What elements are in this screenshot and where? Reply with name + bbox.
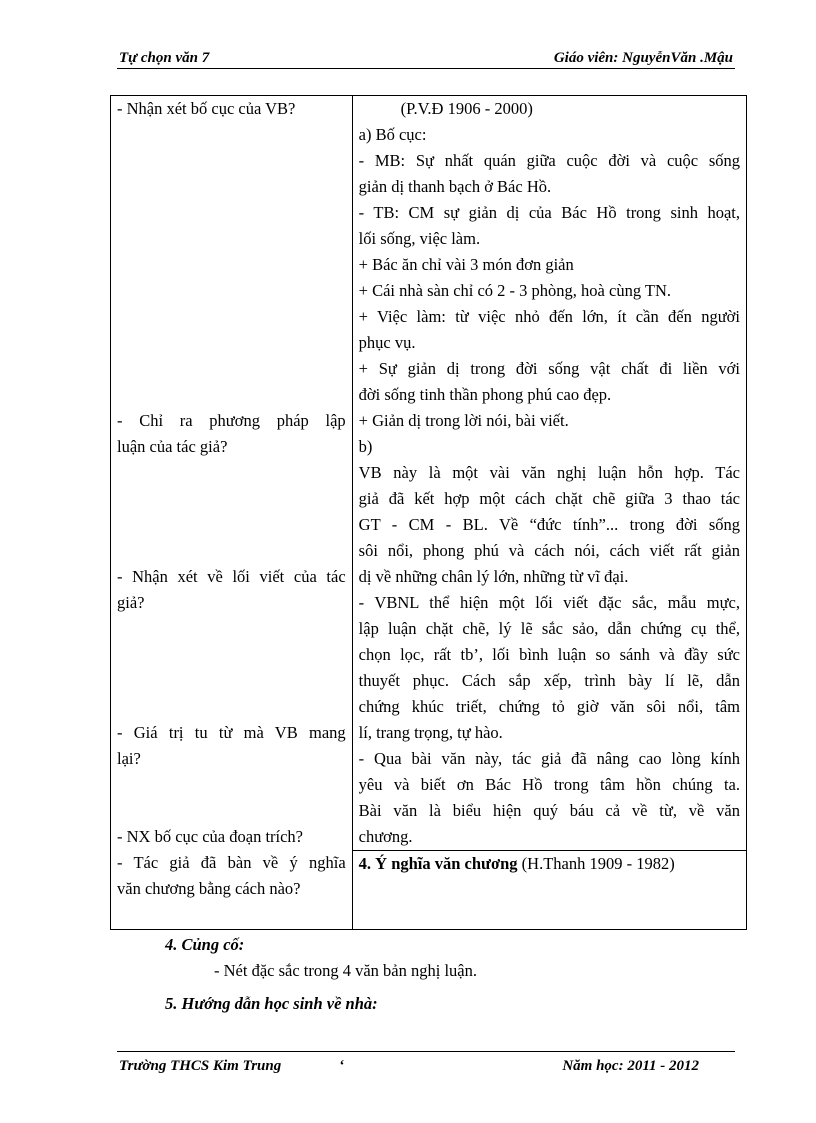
lesson-table xyxy=(110,95,747,930)
question-4-line-2: lại? xyxy=(117,749,141,768)
section-4-author: (H.Thanh 1909 - 1982) xyxy=(521,854,675,873)
b-line-5: dị về những chân lý lớn, những từ vĩ đại. xyxy=(358,567,629,586)
point-4-line-2: đời sống tinh thần phong phú cao đẹp. xyxy=(358,385,612,404)
b-heading: b) xyxy=(358,437,373,456)
b-line-4: sôi nổi, phong phú và cách nói, cách viết rất giản xyxy=(358,541,740,560)
answers-column xyxy=(352,96,746,930)
b-line-3: GT - CM - BL. Về “đức tính”... trong đời sống xyxy=(358,515,740,534)
vbnl-line-5: chứng khúc triết, chứng tỏ giờ văn sôi nổi, tâm xyxy=(358,697,740,716)
consolidation-line: - Nét đặc sắc trong 4 văn bản nghị luận. xyxy=(214,961,478,980)
header-rule xyxy=(117,68,735,69)
question-4-line-1: - Giá trị tu từ mà VB mang xyxy=(117,723,346,742)
vbnl-line-2: lập luận chặt chẽ, lý lẽ sắc sảo, dẫn chứng cụ thể, xyxy=(358,619,740,638)
b-line-1: VB này là một vài văn nghị luận hỗn hợp. Tác xyxy=(358,463,740,482)
a-heading: a) Bố cục: xyxy=(358,125,427,144)
question-6-line-2: văn chương bằng cách nào? xyxy=(117,879,301,898)
qua-line-2: yêu và biết ơn Bác Hồ trong tâm hồn chúng ta. xyxy=(358,775,740,794)
point-1: + Bác ăn chỉ vài 3 món đơn giản xyxy=(358,255,574,274)
footer-year: Năm học: 2011 - 2012 xyxy=(562,1058,699,1074)
mb-line-2: giản dị thanh bạch ở Bác Hồ. xyxy=(358,177,552,196)
table-row xyxy=(111,96,747,930)
header-teacher: Giáo viên: NguyễnVăn .Mậu xyxy=(553,50,733,66)
point-3-line-1: + Việc làm: từ việc nhỏ đến lớn, ít cần đến người xyxy=(358,307,740,326)
header-subject: Tự chọn văn 7 xyxy=(119,50,210,66)
point-2: + Cái nhà sàn chỉ có 2 - 3 phòng, hoà cùng TN. xyxy=(358,281,672,300)
qua-line-4: chương. xyxy=(353,824,746,851)
author-years: (P.V.Đ 1906 - 2000) xyxy=(400,99,533,118)
footer-school: Trường THCS Kim Trung xyxy=(119,1058,282,1074)
tb-line-1: - TB: CM sự giản dị của Bác Hồ trong sinh hoạt, xyxy=(358,203,740,222)
vbnl-line-6: lí, trang trọng, tự hào. xyxy=(358,723,503,742)
homework-title: 5. Hướng dẫn học sinh về nhà: xyxy=(165,994,378,1013)
question-6-line-1: - Tác giả đã bàn về ý nghĩa xyxy=(117,853,346,872)
question-5: - NX bố cục của đoạn trích? xyxy=(117,827,304,846)
footer-rule xyxy=(117,1051,735,1052)
consolidation-title: 4. Củng cố: xyxy=(165,935,245,954)
tb-line-2: lối sống, việc làm. xyxy=(358,229,481,248)
question-2-line-1: - Chỉ ra phương pháp lập xyxy=(117,411,346,430)
question-3-line-2: giả? xyxy=(117,593,145,612)
question-2-line-2: luận của tác giả? xyxy=(117,437,228,456)
vbnl-line-4: thuyết phục. Cách sắp xếp, trình bày lí lẽ, dẫn xyxy=(358,671,740,690)
questions-column xyxy=(111,96,353,930)
qua-line-1: - Qua bài văn này, tác giả đã nâng cao lòng kính xyxy=(358,749,740,768)
vbnl-line-3: chọn lọc, rất tb’, lối bình luận so sánh và đầy sức xyxy=(358,645,740,664)
vbnl-line-1: - VBNL thể hiện một lối viết đặc sắc, mẫu mực, xyxy=(358,593,740,612)
question-3-line-1: - Nhận xét về lối viết của tác xyxy=(117,567,346,586)
b-line-2: giả đã kết hợp một cách chặt chẽ giữa 3 thao tác xyxy=(358,489,740,508)
point-5: + Giản dị trong lời nói, bài viết. xyxy=(358,411,569,430)
question-1: - Nhận xét bố cục của VB? xyxy=(117,99,296,118)
page-header xyxy=(117,48,735,68)
section-4-heading xyxy=(353,851,746,877)
qua-line-3: Bài văn là biểu hiện quý báu cả về từ, về văn xyxy=(358,801,740,820)
footer-mark: ‘ xyxy=(339,1058,344,1074)
point-3-line-2: phục vụ. xyxy=(358,333,416,352)
mb-line-1: - MB: Sự nhất quán giữa cuộc đời và cuộc sống xyxy=(358,151,740,170)
section-4-title: 4. Ý nghĩa văn chương xyxy=(358,854,518,873)
point-4-line-1: + Sự giản dị trong đời sống vật chất đi liền với xyxy=(358,359,740,378)
